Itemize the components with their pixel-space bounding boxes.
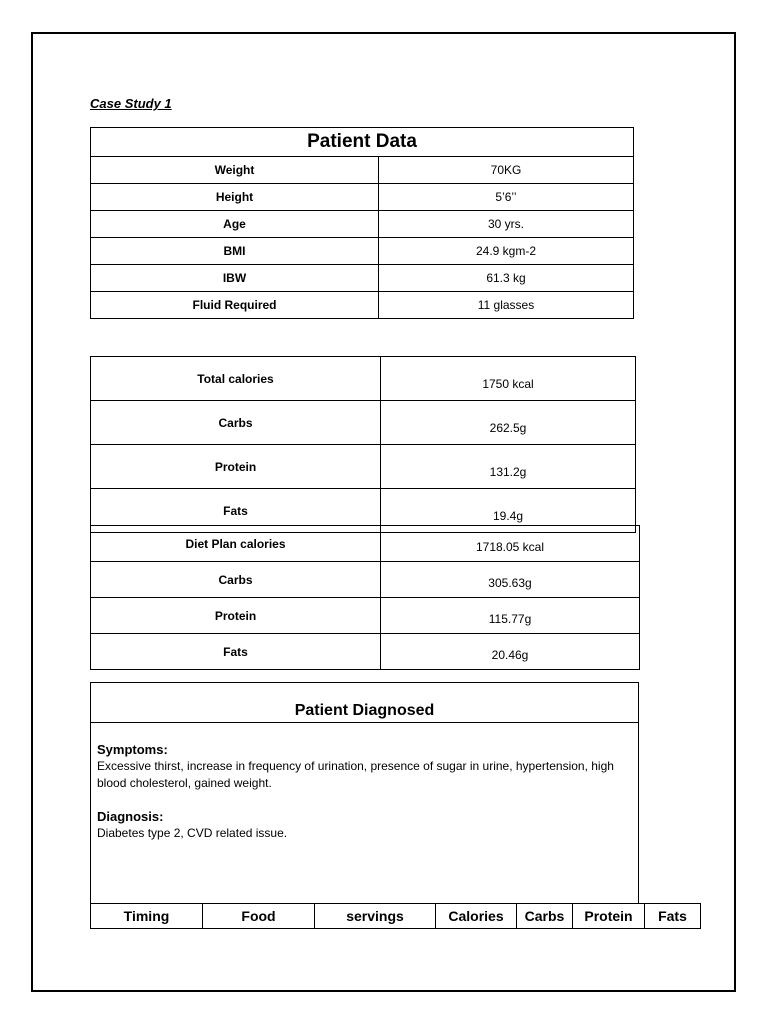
row-label: Fats bbox=[91, 634, 381, 670]
table-row bbox=[91, 211, 634, 238]
row-value: 70KG bbox=[379, 157, 634, 184]
row-value: 131.2g bbox=[381, 445, 636, 489]
symptoms-label: Symptoms: bbox=[97, 742, 168, 757]
column-header: Timing bbox=[91, 904, 203, 929]
table-row bbox=[91, 184, 634, 211]
meal-table-header-row bbox=[91, 904, 701, 929]
row-value: 115.77g bbox=[381, 598, 640, 634]
column-header: Protein bbox=[573, 904, 645, 929]
table-row bbox=[91, 562, 640, 598]
row-value: 30 yrs. bbox=[379, 211, 634, 238]
patient-data-title: Patient Data bbox=[91, 128, 634, 157]
table-row bbox=[91, 265, 634, 292]
diagnosis-label: Diagnosis: bbox=[97, 809, 164, 824]
meal-plan-table bbox=[90, 903, 701, 929]
row-label: Protein bbox=[91, 598, 381, 634]
table-row bbox=[91, 401, 636, 445]
table-row bbox=[91, 357, 636, 401]
table-row bbox=[91, 526, 640, 562]
total-requirements-table bbox=[90, 356, 636, 533]
patient-diagnosed-title: Patient Diagnosed bbox=[91, 683, 638, 723]
table-row bbox=[91, 634, 640, 670]
row-label: Height bbox=[91, 184, 379, 211]
row-label: Carbs bbox=[91, 562, 381, 598]
row-label: Weight bbox=[91, 157, 379, 184]
case-study-title: Case Study 1 bbox=[90, 96, 172, 111]
row-label: Carbs bbox=[91, 401, 381, 445]
column-header: servings bbox=[315, 904, 436, 929]
table-row bbox=[91, 598, 640, 634]
diet-plan-table bbox=[90, 525, 640, 670]
row-label: Total calories bbox=[91, 357, 381, 401]
row-value: 262.5g bbox=[381, 401, 636, 445]
diagnosis-text: Diabetes type 2, CVD related issue. bbox=[97, 826, 288, 840]
row-value: 1718.05 kcal bbox=[381, 526, 640, 562]
row-label: Fats bbox=[91, 489, 381, 533]
row-value: 20.46g bbox=[381, 634, 640, 670]
symptoms-text: Excessive thirst, increase in frequency of urination, presence of sugar in urine, hypertension, high blood cholesterol, gained weight. bbox=[97, 759, 614, 790]
patient-diagnosed-box bbox=[90, 682, 639, 904]
row-label: Fluid Required bbox=[91, 292, 379, 319]
row-value: 1750 kcal bbox=[381, 357, 636, 401]
patient-data-table bbox=[90, 127, 634, 319]
row-label: Diet Plan calories bbox=[91, 526, 381, 562]
row-value: 305.63g bbox=[381, 562, 640, 598]
column-header: Fats bbox=[645, 904, 701, 929]
table-row bbox=[91, 445, 636, 489]
row-label: Protein bbox=[91, 445, 381, 489]
row-value: 5’6’’ bbox=[379, 184, 634, 211]
row-label: BMI bbox=[91, 238, 379, 265]
row-label: Age bbox=[91, 211, 379, 238]
column-header: Calories bbox=[436, 904, 517, 929]
diagnosis-body bbox=[91, 723, 638, 842]
table-row bbox=[91, 157, 634, 184]
row-value: 11 glasses bbox=[379, 292, 634, 319]
row-value: 24.9 kgm-2 bbox=[379, 238, 634, 265]
row-label: IBW bbox=[91, 265, 379, 292]
column-header: Food bbox=[203, 904, 315, 929]
column-header: Carbs bbox=[517, 904, 573, 929]
table-row bbox=[91, 292, 634, 319]
row-value: 19.4g bbox=[381, 489, 636, 533]
table-row bbox=[91, 238, 634, 265]
row-value: 61.3 kg bbox=[379, 265, 634, 292]
